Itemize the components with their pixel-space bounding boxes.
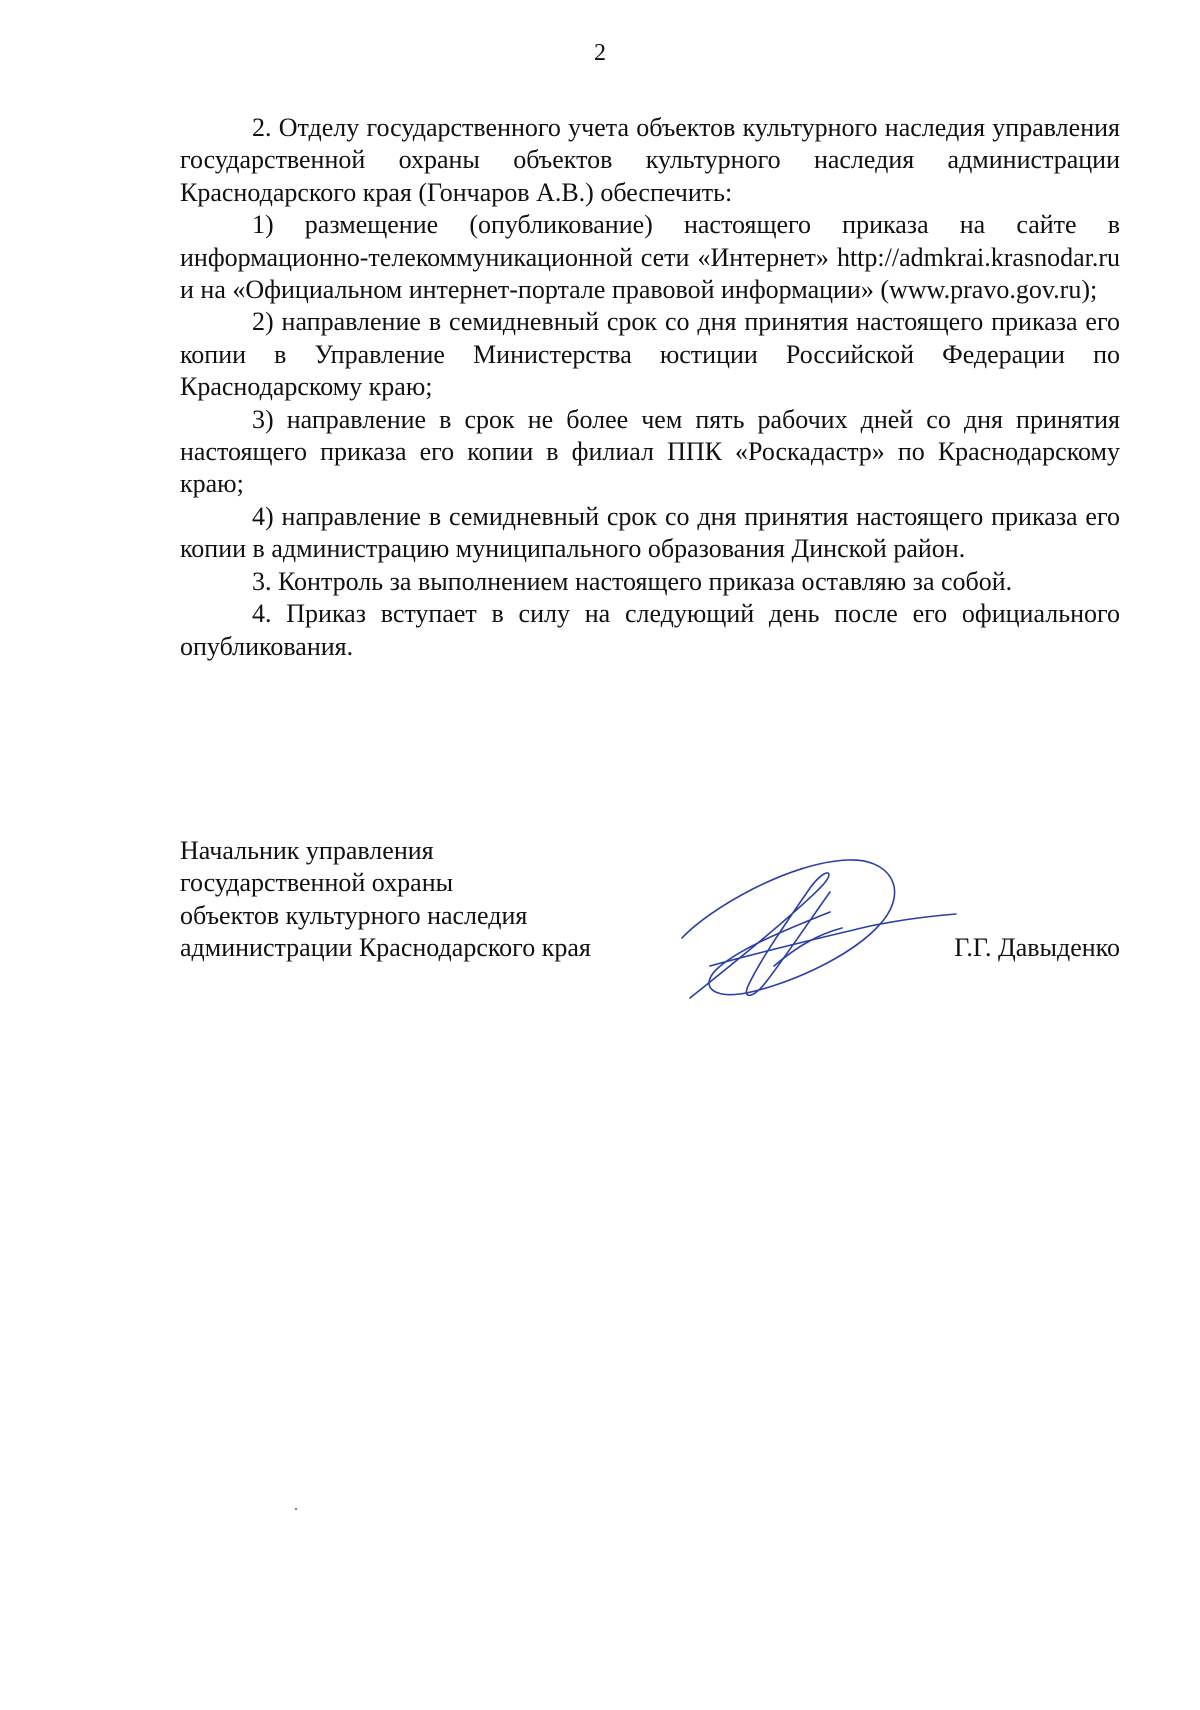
paragraph-item-4: 4. Приказ вступает в силу на следующий день после его официального опубликования. bbox=[180, 599, 1120, 661]
signer-title-line-4: администрации Краснодарского края bbox=[180, 933, 591, 963]
paragraph-subitem-2: 2) направление в семидневный срок со дня принятия настоящего приказа его копии в Управление Министерства юстиции Российской Федерации по Краснодарскому краю; bbox=[180, 307, 1120, 402]
signer-name: Г.Г. Давыденко bbox=[954, 933, 1120, 963]
signature-stroke-main bbox=[690, 873, 830, 998]
signer-title-line-2: государственной охраны bbox=[180, 868, 454, 898]
paragraph-subitem-4: 4) направление в семидневный срок со дня принятия настоящего приказа его копии в администрацию муниципального образования Динской район. bbox=[180, 501, 1120, 564]
paragraph-subitem-3: 3) направление в срок не более чем пять рабочих дней со дня принятия настоящего приказа его копии в филиал ППК «Роскадастр» по Краснодарскому краю; bbox=[180, 404, 1120, 499]
signature-block bbox=[180, 835, 1120, 1015]
scan-speck bbox=[295, 1508, 297, 1510]
document-body bbox=[180, 112, 1120, 663]
handwritten-signature bbox=[670, 848, 960, 1008]
signer-title-line-1: Начальник управления bbox=[180, 836, 434, 865]
paragraph-item-2: 2. Отделу государственного учета объектов культурного наследия управления государственной охраны объектов культурного наследия администрации Краснодарского края (Гончаров А.В.) обеспечить: bbox=[180, 113, 1120, 207]
signature-stroke-cross bbox=[710, 914, 956, 966]
page-number: 2 bbox=[594, 40, 606, 66]
paragraph-item-3: 3. Контроль за выполнением настоящего приказа оставляю за собой. bbox=[252, 566, 1013, 596]
paragraph-subitem-1: 1) размещение (опубликование) настоящего приказа на сайте в информационно-телекоммуникационной сети «Интернет» http://admkrai.krasnodar.ru и на «Официальном интернет-портале правовой информации» (www.pravo.gov.ru); bbox=[180, 210, 1120, 305]
signer-title-line-3: объектов культурного наследия bbox=[180, 900, 528, 930]
